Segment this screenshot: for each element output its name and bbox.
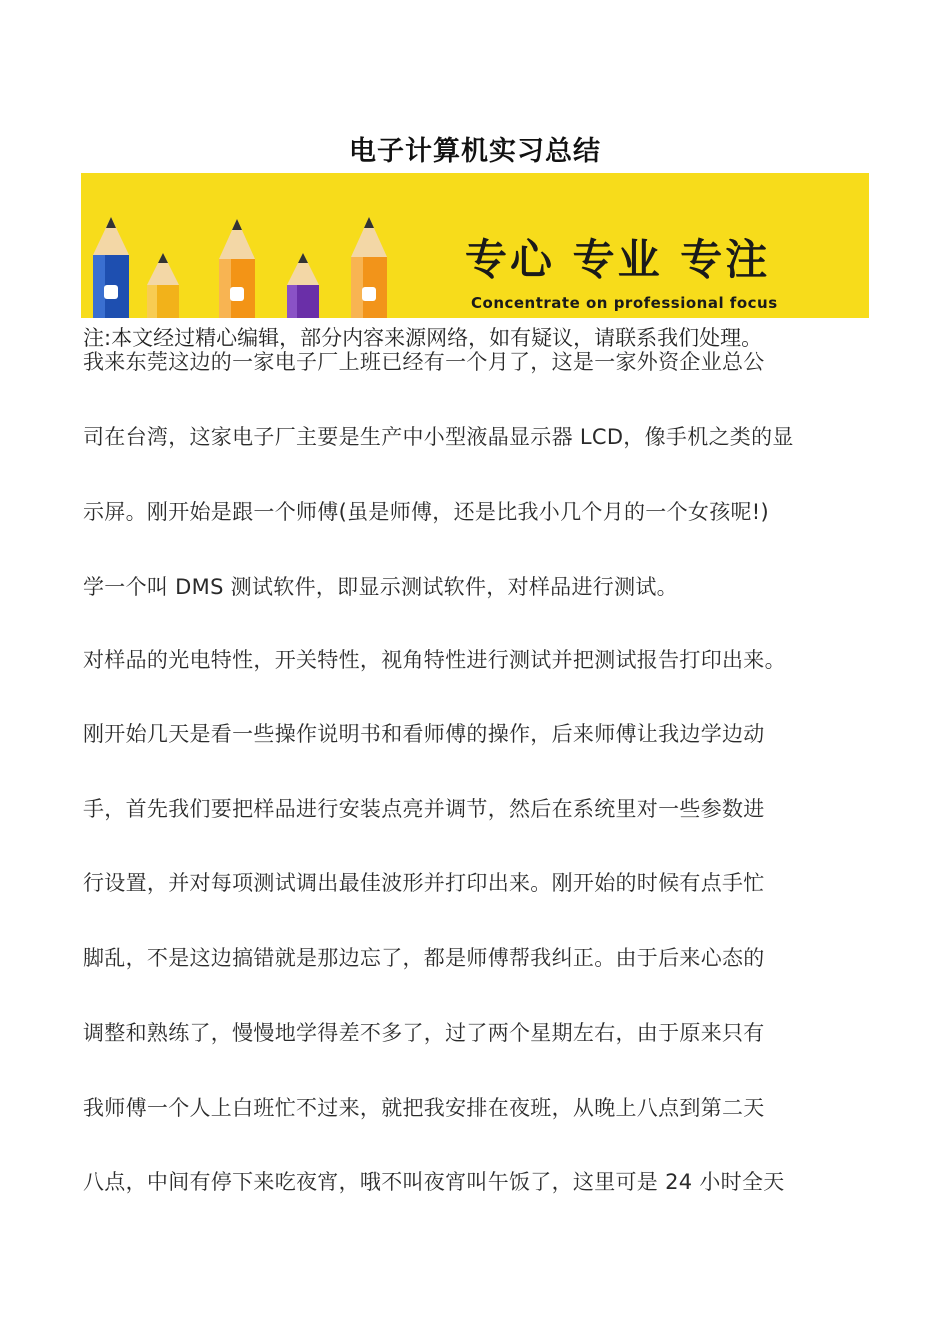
body-line: 我来东莞这边的一家电子厂上班已经有一个月了，这是一家外资企业总公 [83,350,765,374]
body-line: 八点，中间有停下来吃夜宵，哦不叫夜宵叫午饭了，这里可是 24 小时全天 [83,1170,785,1194]
banner-slogan: 专心 专业 专注 [465,235,771,284]
pencil-blue [93,217,129,318]
body-line: 脚乱，不是这边搞错就是那边忘了，都是师傅帮我纠正。由于后来心态的 [83,946,765,970]
body-line: 司在台湾，这家电子厂主要是生产中小型液晶显示器 LCD，像手机之类的显 [83,425,794,449]
body-line: 学一个叫 DMS 测试软件，即显示测试软件，对样品进行测试。 [83,575,678,599]
body-line: 手，首先我们要把样品进行安装点亮并调节，然后在系统里对一些参数进 [83,797,765,821]
body-line: 示屏。刚开始是跟一个师傅(虽是师傅，还是比我小几个月的一个女孩呢!) [83,500,770,524]
pencil-purple [287,253,319,318]
banner-slogan-english: Concentrate on professional focus [471,294,778,312]
body-line: 对样品的光电特性，开关特性，视角特性进行测试并把测试报告打印出来。 [83,648,786,672]
body-line: 我师傅一个人上白班忙不过来，就把我安排在夜班，从晚上八点到第二天 [83,1096,765,1120]
editor-note: 注:本文经过精心编辑，部分内容来源网络，如有疑议，请联系我们处理。 [83,326,763,350]
body-line: 调整和熟练了，慢慢地学得差不多了，过了两个星期左右，由于原来只有 [83,1021,765,1045]
pencil-orange [219,219,255,318]
document-title: 电子计算机实习总结 [349,136,601,167]
body-line: 行设置，并对每项测试调出最佳波形并打印出来。刚开始的时候有点手忙 [83,871,765,895]
pencil-amber [351,217,387,318]
pencil-yellow [147,253,179,318]
banner [81,173,869,318]
body-line: 刚开始几天是看一些操作说明书和看师傅的操作，后来师傅让我边学边动 [83,722,765,746]
